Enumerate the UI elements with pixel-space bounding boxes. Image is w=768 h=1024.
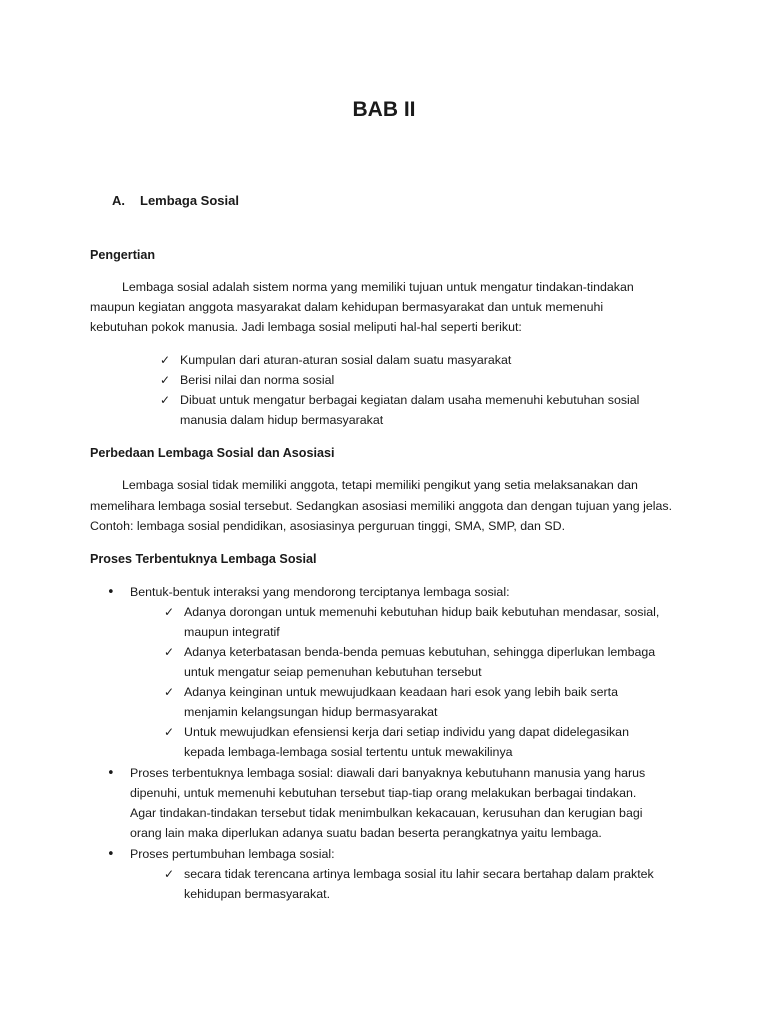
paragraph-line: Lembaga sosial adalah sistem norma yang memiliki tujuan untuk mengatur tindakan-tindakan: [122, 280, 634, 294]
heading-pengertian: Pengertian: [90, 248, 156, 262]
check-icon: ✓: [164, 685, 175, 699]
check-icon: ✓: [164, 605, 175, 619]
check-item: [160, 353, 512, 367]
check-item: [160, 393, 640, 407]
check-item-text: Dibuat untuk mengatur berbagai kegiatan dalam usaha memenuhi kebutuhan sosial: [180, 393, 640, 407]
check-item: [160, 373, 335, 387]
bullet-item-text: Bentuk-bentuk interaksi yang mendorong terciptanya lembaga sosial:: [130, 585, 510, 599]
paragraph-line: Lembaga sosial tidak memiliki anggota, tetapi memiliki pengikut yang setia melaksanakan dan: [122, 478, 638, 492]
check-icon: ✓: [164, 867, 175, 881]
bullet-item-continuation: Agar tindakan-tindakan tersebut tidak menimbulkan kekacauan, kerusuhan dan kerugian bagi: [130, 806, 643, 820]
check-icon: ✓: [164, 645, 175, 659]
check-item-text: Berisi nilai dan norma sosial: [180, 373, 335, 387]
bullet-icon: •: [107, 766, 115, 781]
check-item-text: Adanya keterbatasan benda-benda pemuas kebutuhan, sehingga diperlukan lembaga: [184, 645, 656, 659]
bullet-item: [107, 847, 335, 862]
paragraph-line: kebutuhan pokok manusia. Jadi lembaga sosial meliputi hal-hal seperti berikut:: [90, 320, 522, 334]
section-a-heading: [112, 193, 239, 208]
check-item-text: Kumpulan dari aturan-aturan sosial dalam suatu masyarakat: [180, 353, 512, 367]
bullet-icon: •: [107, 847, 115, 862]
bullet-item: [107, 766, 646, 781]
bullet-item-continuation: orang lain maka diperlukan adanya suatu badan beserta perangkatnya yaitu lembaga.: [130, 826, 602, 840]
check-item-continuation: kepada lembaga-lembaga sosial tertentu untuk mewakilinya: [184, 745, 513, 759]
check-icon: ✓: [160, 393, 171, 407]
check-item: [164, 605, 660, 619]
check-item-continuation: kehidupan bermasyarakat.: [184, 887, 331, 901]
check-icon: ✓: [164, 725, 175, 739]
check-item-continuation: manusia dalam hidup bermasyarakat: [180, 413, 384, 427]
check-item: [164, 645, 656, 659]
check-item-continuation: maupun integratif: [184, 625, 280, 639]
check-item-text: Adanya dorongan untuk memenuhi kebutuhan hidup baik kebutuhan mendasar, sosial,: [184, 605, 660, 619]
section-number: A.: [112, 193, 125, 208]
check-item-continuation: menjamin kelangsungan hidup bermasyarakat: [184, 705, 438, 719]
check-item-text: Untuk mewujudkan efensiensi kerja dari setiap individu yang dapat didelegasikan: [184, 725, 629, 739]
check-item-text: secara tidak terencana artinya lembaga sosial itu lahir secara bertahap dalam praktek: [184, 867, 654, 881]
paragraph-line: Contoh: lembaga sosial pendidikan, asosiasinya perguruan tinggi, SMA, SMP, dan SD.: [90, 519, 566, 533]
page-title: BAB II: [352, 98, 416, 121]
bullet-item: [107, 585, 510, 600]
check-item: [164, 685, 618, 699]
bullet-item-continuation: dipenuhi, untuk memenuhi kebutuhan tersebut tiap-tiap orang melakukan berbagai tindakan.: [130, 786, 637, 800]
bullet-icon: •: [107, 585, 115, 600]
heading-perbedaan: Perbedaan Lembaga Sosial dan Asosiasi: [90, 446, 335, 460]
check-item: [164, 867, 654, 881]
check-item-text: Adanya keinginan untuk mewujudkaan keadaan hari esok yang lebih baik serta: [184, 685, 618, 699]
bullet-item-text: Proses terbentuknya lembaga sosial: diawali dari banyaknya kebutuhann manusia yang harus: [130, 766, 646, 780]
check-item-continuation: untuk mengatur seiap pemenuhan kebutuhan tersebut: [184, 665, 482, 679]
check-item: [164, 725, 629, 739]
paragraph-line: maupun kegiatan anggota masyarakat dalam kehidupan bermasyarakat dan untuk memenuhi: [90, 300, 604, 314]
bullet-item-text: Proses pertumbuhan lembaga sosial:: [130, 847, 335, 861]
check-icon: ✓: [160, 353, 171, 367]
heading-proses: Proses Terbentuknya Lembaga Sosial: [90, 552, 317, 566]
paragraph-line: memelihara lembaga sosial tersebut. Sedangkan asosiasi memiliki anggota dan dengan tujuan yang jelas.: [90, 499, 673, 513]
section-label: Lembaga Sosial: [140, 193, 239, 208]
check-icon: ✓: [160, 373, 171, 387]
